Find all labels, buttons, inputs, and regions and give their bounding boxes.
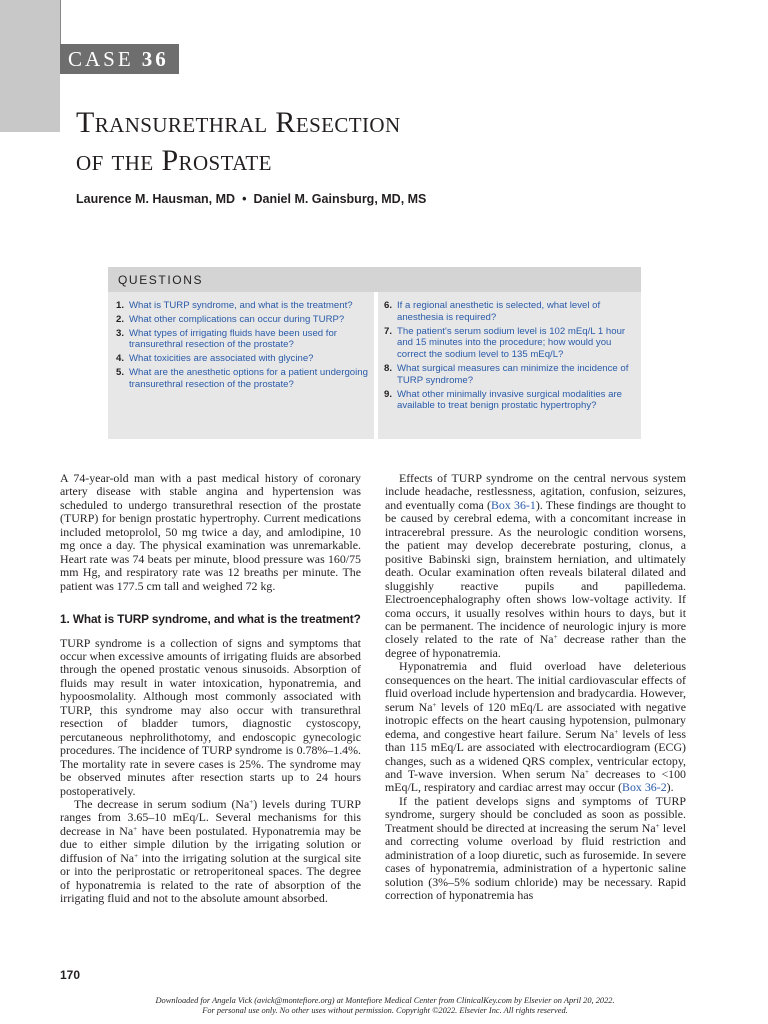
question-item[interactable]: 8. What surgical measures can minimize the incidence of TURP syndrome? xyxy=(384,363,638,387)
chapter-title xyxy=(76,104,401,180)
corner-gray-block xyxy=(0,0,60,132)
case-label xyxy=(60,44,179,74)
body-paragraph: TURP syndrome is a collection of signs and symptoms that occur when excessive amounts of irrigating fluids are absorbed through the opened prostatic venous sinusoids. Absorption of fluids may result in water intoxication, hyponatremia, and hypoosmolality. Although most commonly associated with TURP, this syndrome may also occur with transurethral resection of bladder tumors, diagnostic cystoscopy, percutaneous nephrolithotomy, and endoscopic gynecologic procedures. The incidence of TURP syndrome is 0.78%–1.4%. The mortality rate in severe cases is 25%. The syndrome may be observed minutes after resection starts up to 24 hours postoperatively. xyxy=(60,635,361,798)
page-number: 170 xyxy=(60,968,81,982)
question-link[interactable]: What types of irrigating fluids have been used for transurethral resection of the prostate? xyxy=(129,327,337,351)
question-link[interactable]: What are the anesthetic options for a patient undergoing transurethral resection of the prostate? xyxy=(129,366,368,390)
corner-rule xyxy=(60,0,61,44)
question-link[interactable]: What is TURP syndrome, and what is the treatment? xyxy=(129,300,353,311)
questions-heading: QUESTIONS xyxy=(108,267,641,292)
questions-divider xyxy=(374,292,378,439)
question-item[interactable]: 3. What types of irrigating fluids have been used for transurethral resection of the prostate? xyxy=(116,328,371,352)
question-link[interactable]: What surgical measures can minimize the incidence of TURP syndrome? xyxy=(397,362,629,386)
question-link[interactable]: What toxicities are associated with glycine? xyxy=(129,353,314,365)
body-paragraph: Hyponatremia and fluid overload have deleterious consequences on the heart. The initial cardiovascular effects of fluid overload include hypertension and bradycardia. However, serum Na+ levels of 120 mEq/L are associated with negative inotropic effects on the heart causing hypotension, pulmonary edema, and congestive heart failure. Serum Na+ levels of less than 115 mEq/L are associated with electrocardiogram (ECG) changes, such as a widened QRS complex, ventricular ectopy, and T-wave inversion. When serum Na+ decreases to <100 mEq/L, respiratory and cardiac arrest may occur (Box 36-2). xyxy=(385,659,686,795)
download-footer: Downloaded for Angela Vick (avick@montefiore.org) at Montefiore Medical Center from ClinicalKey.com by Elsevier on April 20, 2022. For personal use only. No other uses without permission. Copyright ©2022. Elsevier Inc. All rights reserved. xyxy=(155,996,615,1015)
question-item[interactable]: 4. What toxicities are associated with glycine? xyxy=(116,353,314,365)
chapter-title-line1: Transurethral Resection xyxy=(76,106,401,139)
case-word: CASE xyxy=(68,46,134,71)
question-link[interactable]: The patient's serum sodium level is 102 mEq/L 1 hour and 15 minutes into the procedure; how would you correct the sodium level to 135 mEq/L? xyxy=(397,325,626,361)
question-link[interactable]: What other complications can occur during TURP? xyxy=(129,313,345,325)
author-1: Laurence M. Hausman, MD xyxy=(76,192,236,206)
body-paragraph: The decrease in serum sodium (Na+) levels during TURP ranges from 3.65–10 mEq/L. Several mechanisms for this decrease in Na+ have been postulated. Hyponatremia may be due to either simple dilution by the irrigating solution or diffusion of Na+ into the irrigating solution at the surgical site or into the periprostatic or retroperitoneal spaces. The degree of hyponatremia is related to the rate of absorption of the irrigating fluid and not to the absolute amount absorbed. xyxy=(60,796,362,906)
question-link[interactable]: What other minimally invasive surgical modalities are available to treat benign prostatic hypertrophy? xyxy=(397,388,623,412)
author-separator: • xyxy=(242,192,247,206)
question-item[interactable]: 5. What are the anesthetic options for a patient undergoing transurethral resection of the prostate? xyxy=(116,367,371,391)
question-item[interactable]: 6. If a regional anesthetic is selected, what level of anesthesia is required? xyxy=(384,300,638,324)
authors xyxy=(76,192,426,206)
case-intro-paragraph: A 74-year-old man with a past medical history of coronary artery disease with stable angina and hypertension was scheduled to undergo transurethral resection of the prostate (TURP) for benign prostatic hypertrophy. Current medications included metoprolol, 50 mg twice a day, and amlodipine, 10 mg once a day. The physical examination was unremarkable. Heart rate was 74 beats per minute, blood pressure was 160/75 mm Hg, and respiratory rate was 12 breaths per minute. The patient was 177.5 cm tall and weighed 72 kg. xyxy=(60,471,361,593)
question-item[interactable]: 2. What other complications can occur during TURP? xyxy=(116,313,345,325)
questions-right-column xyxy=(384,300,638,414)
question-item[interactable]: 9. What other minimally invasive surgical modalities are available to treat benign prostatic hypertrophy? xyxy=(384,389,638,413)
section-heading: 1. What is TURP syndrome, and what is the treatment? xyxy=(60,612,361,627)
chapter-title-line2: of the Prostate xyxy=(76,144,272,177)
question-link[interactable]: If a regional anesthetic is selected, what level of anesthesia is required? xyxy=(397,300,601,323)
questions-box xyxy=(108,267,641,439)
body-paragraph: If the patient develops signs and symptoms of TURP syndrome, surgery should be concluded as soon as possible. Treatment should be directed at increasing the serum Na+ level and correcting volume overload by fluid restriction and administration of a loop diuretic, such as furosemide. In severe cases of hyponatremia, administration of a hypertonic saline solution (3%–5% sodium chloride) may be necessary. Rapid correction of hyponatremia has xyxy=(385,793,686,903)
question-item[interactable]: 7. The patient's serum sodium level is 102 mEq/L 1 hour and 15 minutes into the procedure; how would you correct the sodium level to 135 mEq/L? xyxy=(384,326,638,361)
body-left-column xyxy=(60,472,361,906)
author-2: Daniel M. Gainsburg, MD, MS xyxy=(253,192,427,206)
box-36-2-link[interactable]: Box 36-2 xyxy=(622,780,667,795)
body-right-column xyxy=(385,472,686,903)
case-number: 36 xyxy=(141,46,169,71)
question-item[interactable]: 1. What is TURP syndrome, and what is the treatment? xyxy=(116,300,353,311)
body-paragraph: Effects of TURP syndrome on the central nervous system include headache, restlessness, agitation, confusion, seizures, and eventually coma (Box 36-1). These findings are thought to be caused by cerebral edema, with a concomitant increase in intracerebral pressure. As the neurologic condition worsens, the patient may develop decerebrate posturing, clonus, a positive Babinski sign, brainstem herniation, and ultimately death. Ocular examination often reveals bilateral dilated and sluggishly reactive pupils and papilledema. Electroencephalography often shows low-voltage activity. If coma occurs, it usually resolves within hours to days, but it can be permanent. The incidence of neurologic injury is more closely related to the rate of Na+ decrease rather than the degree of hyponatremia. xyxy=(385,471,687,660)
questions-left-column xyxy=(116,300,371,393)
box-36-1-link[interactable]: Box 36-1 xyxy=(491,497,536,512)
